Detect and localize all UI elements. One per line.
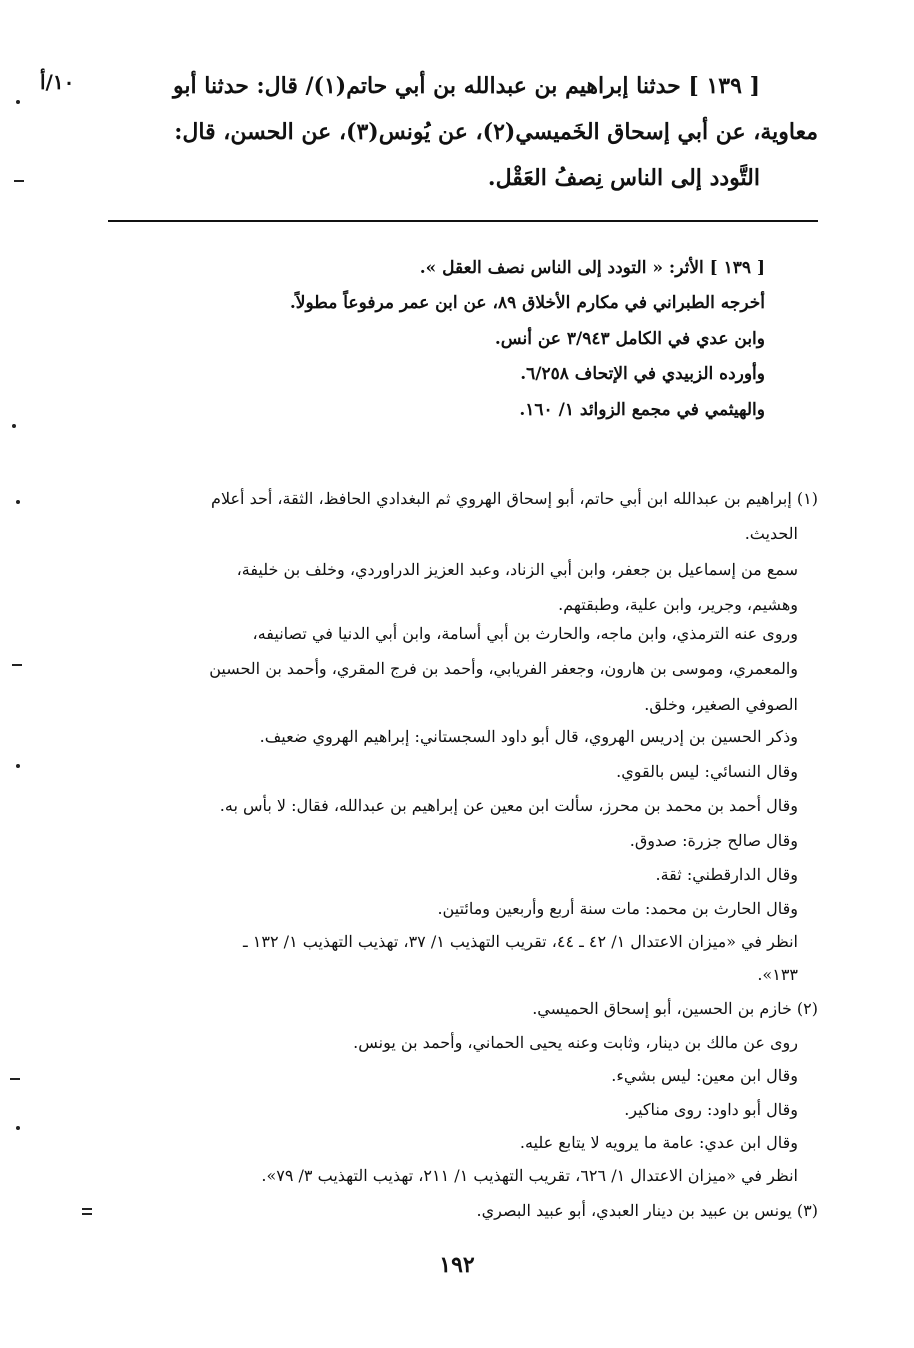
scan-speck: [16, 500, 20, 504]
footnote-line: انظر في «ميزان الاعتدال ١/ ٤٢ ـ ٤٤، تقريب التهذيب ١/ ٣٧، تهذيب التهذيب ١/ ١٣٢ ـ: [243, 932, 798, 951]
footnote-line: انظر في «ميزان الاعتدال ١/ ٦٢٦، تقريب التهذيب ١/ ٢١١، تهذيب التهذيب ٣/ ٧٩».: [261, 1166, 798, 1185]
footnote-line: وقال أبو داود: روى مناكير.: [624, 1100, 798, 1119]
main-text-line: [ ١٣٩ ] حدثنا إبراهيم بن عبدالله بن أبي حاتم(١)/ قال: حدثنا أبو: [173, 73, 760, 99]
footnote-line: (٣) يونس بن عبيد بن دينار العبدي، أبو عبيد البصري.: [476, 1201, 818, 1220]
commentary-line: وأورده الزبيدي في الإتحاف ٦/٢٥٨.: [520, 364, 765, 384]
scan-speck: [16, 764, 20, 768]
scan-speck: [10, 1078, 20, 1080]
manuscript-folio-marker: ١٠/أ: [40, 70, 75, 94]
footnote-line: وروى عنه الترمذي، وابن ماجه، والحارث بن أبي أسامة، وابن أبي الدنيا في تصانيفه،: [252, 624, 798, 643]
footnote-line: وقال الدارقطني: ثقة.: [655, 865, 798, 884]
footnote-line: الصوفي الصغير، وخلق.: [644, 695, 798, 714]
footnote-line: وقال النسائي: ليس بالقوي.: [616, 762, 798, 781]
footnote-line: وذكر الحسين بن إدريس الهروي، قال أبو داود السجستاني: إبراهيم الهروي ضعيف.: [259, 727, 798, 746]
main-text-line: التَّودد إلى الناس نِصفُ العَقْل.: [487, 165, 760, 191]
footnote-line: روى عن مالك بن دينار، وثابت وعنه يحيى الحماني، وأحمد بن يونس.: [353, 1033, 798, 1052]
scan-speck: [16, 100, 20, 104]
page-number: ١٩٢: [439, 1252, 475, 1278]
footnote-line: وقال ابن عدي: عامة ما يرويه لا يتابع عليه.: [519, 1133, 798, 1152]
footnote-line: وقال أحمد بن محمد بن محرز، سألت ابن معين عن إبراهيم بن عبدالله، فقال: لا بأس به.: [219, 796, 798, 815]
commentary-line: أخرجه الطبراني في مكارم الأخلاق ٨٩، عن ابن عمر مرفوعاً مطولاً.: [289, 293, 765, 313]
footnote-line: (١) إبراهيم بن عبدالله ابن أبي حاتم، أبو إسحاق الهروي ثم البغدادي الحافظ، الثقة، أحد أعلام: [211, 489, 818, 508]
footnote-line: ١٣٣».: [757, 965, 798, 984]
scan-speck: [16, 1126, 20, 1130]
footnote-line: وقال الحارث بن محمد: مات سنة أربع وأربعين ومائتين.: [437, 899, 798, 918]
scan-speck: [14, 180, 24, 182]
scan-speck: [12, 424, 16, 428]
footnote-line: وقال صالح جزرة: صدوق.: [629, 831, 798, 850]
separator-rule: [108, 220, 818, 222]
scan-speck: [82, 1208, 92, 1210]
footnote-line: وهشيم، وجرير، وابن علية، وطبقتهم.: [558, 595, 798, 614]
footnote-line: سمع من إسماعيل بن جعفر، وابن أبي الزناد، وعبد العزيز الدراوردي، وخلف بن خليفة،: [236, 560, 798, 579]
scan-speck: [12, 664, 22, 666]
footnote-line: الحديث.: [744, 524, 798, 543]
main-text-line: معاوية، عن أبي إسحاق الخَميسي(٢)، عن يُونس(٣)، عن الحسن، قال:: [174, 119, 818, 145]
footnote-line: والمعمري، وموسى بن هارون، وجعفر الفريابي، وأحمد بن فرج المقري، وأحمد بن الحسين: [209, 659, 798, 678]
commentary-line: والهيثمي في مجمع الزوائد ١/ ١٦٠.: [519, 400, 765, 420]
commentary-line: وابن عدي في الكامل ٣/٩٤٣ عن أنس.: [494, 329, 765, 349]
scan-speck: [82, 1213, 92, 1215]
commentary-line: [ ١٣٩ ] الأثر: « التودد إلى الناس نصف العقل ».: [419, 258, 765, 278]
footnote-line: (٢) خازم بن الحسين، أبو إسحاق الحميسي.: [532, 999, 818, 1018]
footnote-line: وقال ابن معين: ليس بشيء.: [611, 1066, 798, 1085]
